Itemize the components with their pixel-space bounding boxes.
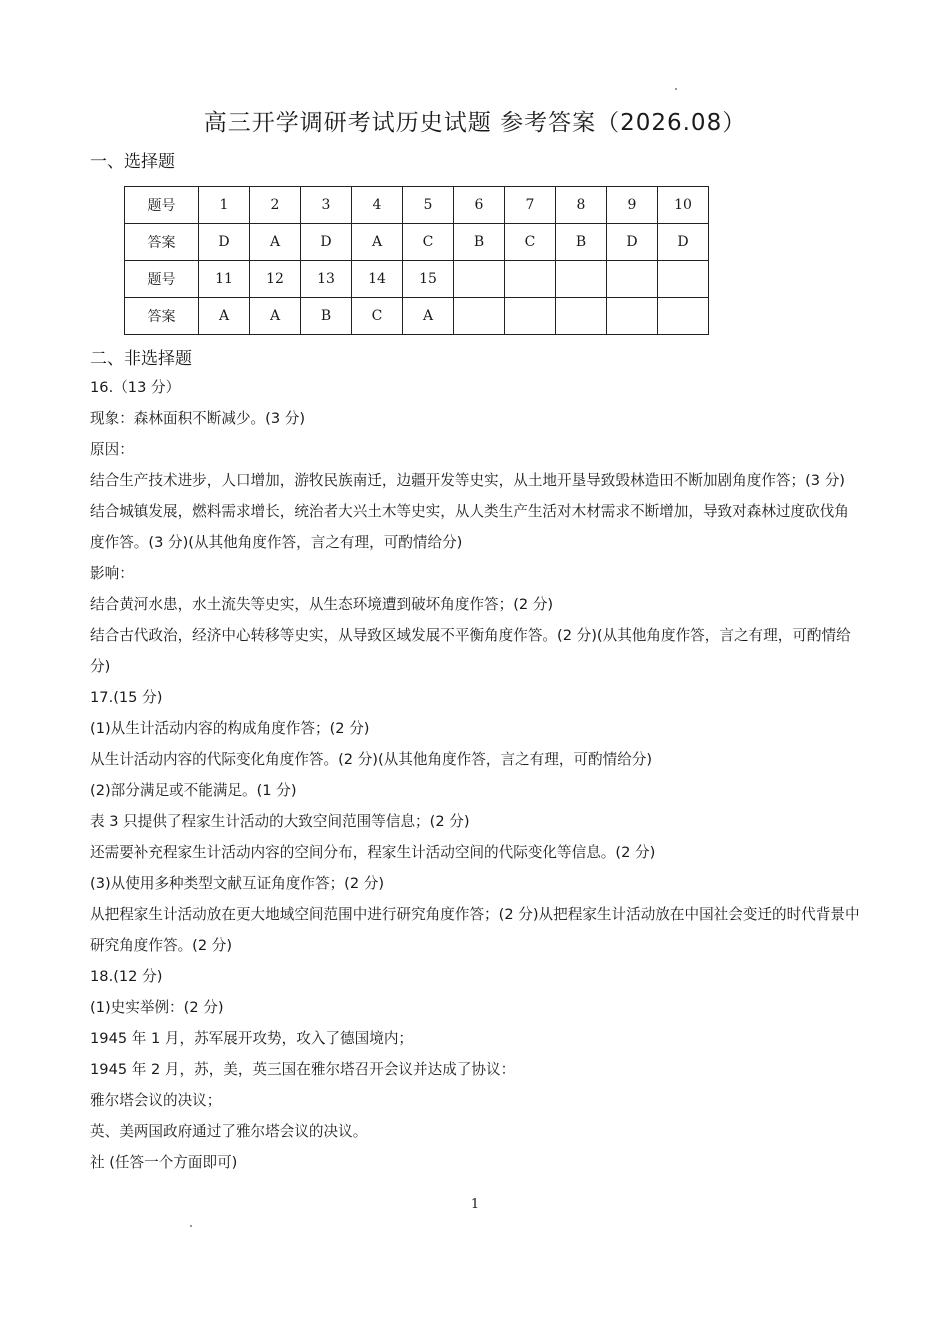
question-number-cell: 12 xyxy=(250,261,301,298)
question-number-cell: 5 xyxy=(403,187,454,224)
answer-cell: B xyxy=(301,298,352,335)
answer-line: 英、美两国政府通过了雅尔塔会议的决议。 xyxy=(90,1123,368,1140)
answer-cell: D xyxy=(199,224,250,261)
answer-cell xyxy=(556,298,607,335)
question-number-cell: 14 xyxy=(352,261,403,298)
question-number-row xyxy=(125,187,709,224)
question-number-row xyxy=(125,261,709,298)
answer-cell: A xyxy=(352,224,403,261)
question-number-cell: 4 xyxy=(352,187,403,224)
answer-cell: A xyxy=(199,298,250,335)
row-label: 答案 xyxy=(125,224,199,261)
question-number-cell: 7 xyxy=(505,187,556,224)
question-number-cell: 1 xyxy=(199,187,250,224)
answer-line: (3)从使用多种类型文献互证角度作答；(2 分) xyxy=(90,875,385,892)
section-heading-nonchoice: 二、非选择题 xyxy=(90,349,192,369)
answer-cell: D xyxy=(607,224,658,261)
answer-line: 从把程家生计活动放在更大地域空间范围中进行研究角度作答；(2 分)从把程家生计活动放在中国社会变迁的时代背景中研究角度作答。(2 分) xyxy=(90,906,860,954)
answer-row xyxy=(125,298,709,335)
question-number-cell xyxy=(607,261,658,298)
row-label: 答案 xyxy=(125,298,199,335)
question-number-cell: 6 xyxy=(454,187,505,224)
answer-line: 原因： xyxy=(90,441,134,458)
answer-line: 结合黄河水患，水土流失等史实，从生态环境遭到破坏角度作答；(2 分) xyxy=(90,596,554,613)
answer-line: 1945 年 2 月，苏，美，英三国在雅尔塔召开会议并达成了协议： xyxy=(90,1061,516,1078)
answer-cell: A xyxy=(250,224,301,261)
answer-line: 雅尔塔会议的决议； xyxy=(90,1092,222,1109)
answer-line: (1)史实举例：(2 分) xyxy=(90,999,224,1016)
answer-cell xyxy=(454,298,505,335)
answer-line: 结合生产技术进步，人口增加，游牧民族南迁，边疆开发等史实，从土地开垦导致毁林造田不断加剧角度作答；(3 分) xyxy=(90,472,846,489)
answer-cell: C xyxy=(352,298,403,335)
answer-table xyxy=(124,186,709,335)
scan-speck xyxy=(675,88,677,90)
answer-line: (1)从生计活动内容的构成角度作答；(2 分) xyxy=(90,720,370,737)
answer-cell: A xyxy=(403,298,454,335)
answer-cell: C xyxy=(505,224,556,261)
answer-line: 表 3 只提供了程家生计活动的大致空间范围等信息；(2 分) xyxy=(90,813,470,830)
answer-line: 18.(12 分) xyxy=(90,968,163,985)
page-title: 高三开学调研考试历史试题 参考答案（2026.08） xyxy=(203,110,747,136)
answer-line: (2)部分满足或不能满足。(1 分) xyxy=(90,782,297,799)
answer-line: 影响： xyxy=(90,565,134,582)
answer-cell: C xyxy=(403,224,454,261)
answer-cell xyxy=(607,298,658,335)
answer-row xyxy=(125,224,709,261)
question-number-cell: 11 xyxy=(199,261,250,298)
answer-line: 还需要补充程家生计活动内容的空间分布，程家生计活动空间的代际变化等信息。(2 分) xyxy=(90,844,656,861)
question-number-cell xyxy=(454,261,505,298)
answer-line: 1945 年 1 月，苏军展开攻势，攻入了德国境内； xyxy=(90,1030,414,1047)
answer-cell: B xyxy=(556,224,607,261)
scan-speck xyxy=(190,1225,192,1227)
answer-line: 社 (任答一个方面即可) xyxy=(90,1154,238,1171)
answer-line: 16.（13 分） xyxy=(90,379,181,396)
answer-line: 现象：森林面积不断减少。(3 分) xyxy=(90,410,306,427)
question-number-cell: 9 xyxy=(607,187,658,224)
question-number-cell: 13 xyxy=(301,261,352,298)
question-number-cell: 2 xyxy=(250,187,301,224)
answer-line: 结合城镇发展，燃料需求增长，统治者大兴土木等史实，从人类生产生活对木材需求不断增加，导致对森林过度砍伐角度作答。(3 分)(从其他角度作答，言之有理，可酌情给分) xyxy=(90,503,849,551)
question-number-cell: 8 xyxy=(556,187,607,224)
answer-cell: A xyxy=(250,298,301,335)
question-number-cell xyxy=(556,261,607,298)
question-number-cell xyxy=(658,261,709,298)
row-label: 题号 xyxy=(125,261,199,298)
answer-cell xyxy=(658,298,709,335)
answer-cell: D xyxy=(301,224,352,261)
row-label: 题号 xyxy=(125,187,199,224)
answer-line: 17.(15 分) xyxy=(90,689,163,706)
answer-cell: B xyxy=(454,224,505,261)
answer-body xyxy=(90,372,862,1178)
page-number: 1 xyxy=(470,1197,480,1212)
answer-line: 结合古代政治，经济中心转移等史实，从导致区域发展不平衡角度作答。(2 分)(从其他角度作答，言之有理，可酌情给分) xyxy=(90,627,851,675)
question-number-cell: 15 xyxy=(403,261,454,298)
section-heading-choice: 一、选择题 xyxy=(90,152,175,172)
answer-line: 从生计活动内容的代际变化角度作答。(2 分)(从其他角度作答，言之有理，可酌情给分) xyxy=(90,751,653,768)
question-number-cell xyxy=(505,261,556,298)
answer-cell xyxy=(505,298,556,335)
answer-cell: D xyxy=(658,224,709,261)
question-number-cell: 3 xyxy=(301,187,352,224)
question-number-cell: 10 xyxy=(658,187,709,224)
